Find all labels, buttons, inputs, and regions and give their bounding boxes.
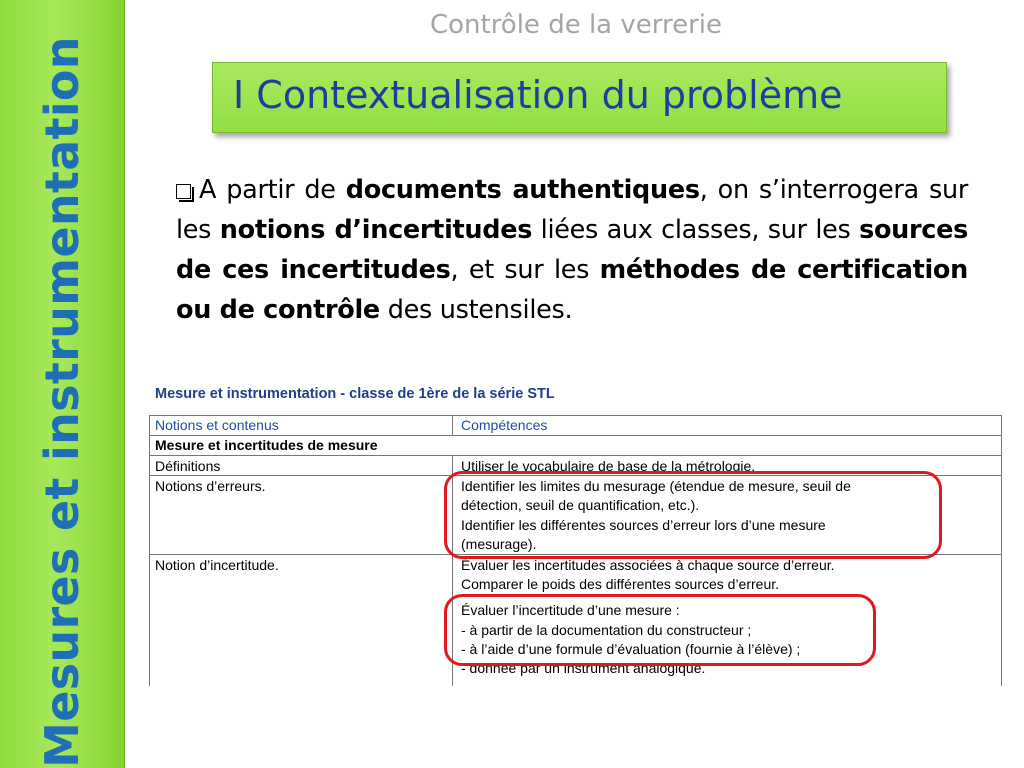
notion-definitions: Définitions	[155, 458, 221, 474]
body-text-5: des ustensiles.	[379, 295, 573, 325]
highlight-circle-incertitude	[444, 594, 876, 666]
competence-incertitude-line: - donnée par un instrument analogique.	[461, 660, 706, 676]
competence-erreurs-line: (mesurage).	[461, 536, 537, 552]
document-title: Mesure et instrumentation - classe de 1ère de la série STL	[155, 386, 555, 402]
notion-erreurs: Notions d’erreurs.	[155, 478, 266, 494]
notion-incertitude: Notion d’incertitude.	[155, 557, 279, 573]
table-border-left	[149, 415, 150, 686]
sidebar	[0, 0, 125, 768]
header-competences: Compétences	[461, 417, 548, 433]
body-text-4: , et sur les	[450, 255, 600, 285]
page-title: Contrôle de la verrerie	[429, 10, 723, 40]
section-header-box	[212, 62, 947, 133]
body-bold-4: méthodes de certification ou de contrôle	[176, 255, 969, 325]
body-paragraph	[176, 170, 968, 330]
body-text-3: liées aux classes, sur les	[532, 215, 860, 245]
body-bold-1: documents authentiques	[345, 175, 700, 205]
competence-erreurs-line: Identifier les limites du mesurage (étendue de mesure, seuil de	[461, 478, 851, 494]
body-bold-2: notions d’incertitudes	[219, 215, 533, 245]
competence-erreurs-line: Identifier les différentes sources d’erreur lors d’une mesure	[461, 517, 826, 533]
table-column-divider	[452, 415, 453, 435]
table-border-right	[1001, 415, 1002, 686]
body-bold-3: sources de ces incertitudes	[176, 215, 968, 285]
competence-incertitude-line: Évaluer l’incertitude d’une mesure :	[461, 602, 680, 618]
section-title: I Contextualisation du problème	[233, 73, 843, 117]
competence-incertitude-line: Évaluer les incertitudes associées à chaque source d’erreur.	[461, 557, 835, 573]
competence-erreurs-line: détection, seuil de quantification, etc.).	[461, 497, 700, 513]
competence-incertitude-line: Comparer le poids des différentes sources d’erreur.	[461, 576, 780, 592]
section-row: Mesure et incertitudes de mesure	[155, 437, 378, 453]
body-text-2: , on s’interrogera sur les	[176, 175, 969, 245]
highlight-circle-erreurs	[444, 471, 942, 559]
checkbox-bullet-icon	[176, 184, 191, 199]
body-text-1: A partir de	[199, 175, 346, 205]
competence-definitions: Utiliser le vocabulaire de base de la métrologie.	[461, 458, 756, 474]
competence-incertitude-line: - à partir de la documentation du constructeur ;	[461, 622, 752, 638]
sidebar-title: Mesures et instrumentation	[35, 36, 89, 768]
competence-incertitude-line: - à l’aide d’une formule d’évaluation (fournie à l’élève) ;	[461, 641, 801, 657]
header-notions: Notions et contenus	[155, 417, 279, 433]
